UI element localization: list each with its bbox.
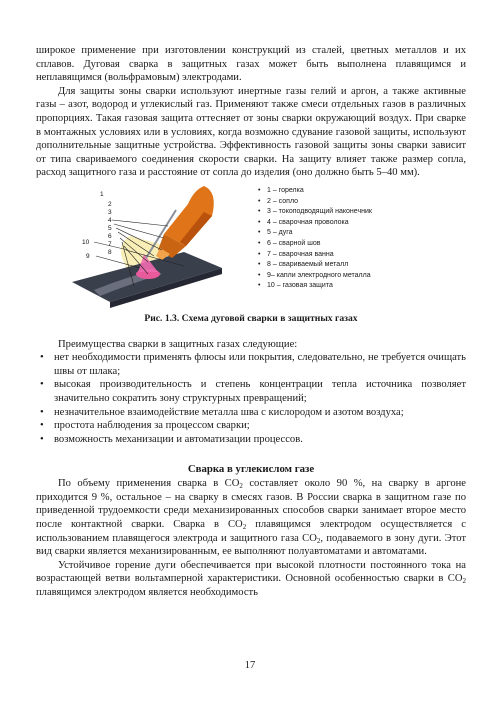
figure-welding-scheme xyxy=(36,186,466,310)
paragraph-arc-stability xyxy=(36,559,466,600)
callout-3: 3 xyxy=(108,208,112,216)
legend-item: • 5 – дуга xyxy=(258,228,372,239)
section-heading: Сварка в углекислом газе xyxy=(187,463,315,476)
legend-item: • 10 – газовая защита xyxy=(258,281,372,292)
page-number: 17 xyxy=(244,660,256,671)
callout-6: 6 xyxy=(108,232,112,240)
legend-item: • 2 – сопло xyxy=(258,197,372,208)
list-item: • возможность механизации и автоматизации процессов. xyxy=(36,433,466,447)
callout-5: 5 xyxy=(108,224,112,232)
callout-4: 4 xyxy=(108,216,112,224)
legend-item: • 8 – свариваемый металл xyxy=(258,260,372,271)
callout-10: 10 xyxy=(82,238,90,246)
subscript: 2 xyxy=(242,523,247,532)
text-run: , подаваемого в зону дуги. Этот вид сварки является механизированным, ее выполняют полуавтоматами и автоматами. xyxy=(36,532,467,558)
subscript: 2 xyxy=(316,536,321,545)
list-item: • простота наблюдения за процессом сварки; xyxy=(36,419,466,433)
legend-item: • 6 – сварной шов xyxy=(258,239,372,250)
legend-item: • 7 – сварочная ванна xyxy=(258,250,372,261)
paragraph-gas-protection: Для защиты зоны сварки используют инертные газы гелий и аргон, а также активные газы – азот, водород и углекислый газ. Применяют также смеси отдельных газов в различных пропорциях. Такая газовая защита оттесняет от зоны сварки окружающий воздух. При сварке в монтажных условиях или в условиях, когда возможно сдувание газовой защиты, используют дополнительные защитные устройства. Эффективность газовой защиты зоны сварки зависит от типа свариваемого соединения скорости сварки. На защиту влияет также размер сопла, расход защитного газа и расстояние от сопла до изделия (оно должно быть 5–40 мм). xyxy=(36,85,466,179)
subscript: 2 xyxy=(462,577,466,586)
text-run: плавящимся электродом осуществляется с использованием плавящегося электрода и защитного газа СО xyxy=(36,519,466,544)
text-run: По объему применения сварка в СО xyxy=(58,478,240,490)
paragraph-intro: широкое применение при изготовлении конструкций из сталей, цветных металлов и их сплавов. Дуговая сварка в защитных газах может быть выполнена плавящимся и неплавящимся (вольфрамовым) электродами. xyxy=(36,45,466,84)
figure-legend xyxy=(258,186,372,292)
callout-1: 1 xyxy=(100,190,104,198)
subscript: 2 xyxy=(239,482,243,491)
callout-8: 8 xyxy=(108,248,112,256)
text-run: Устойчивое горение дуги обеспечивается при высокой плотности постоянного тока на возрастающей ветви вольтамперной характеристики. Основной особенностью сварки в СО xyxy=(36,559,466,585)
advantages-intro: Преимущества сварки в защитных газах следующие: xyxy=(58,338,298,350)
callout-7: 7 xyxy=(108,240,112,248)
callout-9: 9 xyxy=(86,252,90,260)
text-run: составляет около 90 %, на сварку в аргоне приходится 9 %, остальное – на сварку в смесях газов. В России сварка в защитном газе по приведенной трудоемкости среди механизированных способов сварки занимает второе место после контактной сварки. Сварка в СО xyxy=(36,478,466,531)
legend-item: • 4 – сварочная проволока xyxy=(258,218,372,229)
list-item: • незначительное взаимодействие металла шва с кислородом и азотом воздуха; xyxy=(36,406,466,420)
list-item: • высокая производительность и степень концентрации тепла источника позволяет значительно сократить зону структурных превращений; xyxy=(36,378,466,405)
welding-diagram xyxy=(64,186,244,308)
callout-2: 2 xyxy=(108,200,112,208)
legend-item: • 9– капли электродного металла xyxy=(258,271,372,282)
list-item: • нет необходимости применять флюсы или покрытия, следовательно, не требуется очищать швы от шлака; xyxy=(36,351,466,378)
figure-caption: Рис. 1.3. Схема дуговой сварки в защитных газах xyxy=(144,312,358,324)
document-page xyxy=(36,44,466,600)
text-run: плавящимся электродом является необходимость xyxy=(36,587,258,599)
paragraph-co2-usage xyxy=(36,477,466,559)
legend-item: • 3 – токоподводящий наконечник xyxy=(258,207,372,218)
advantages-list xyxy=(36,351,466,446)
legend-item: • 1 – горелка xyxy=(258,186,372,197)
